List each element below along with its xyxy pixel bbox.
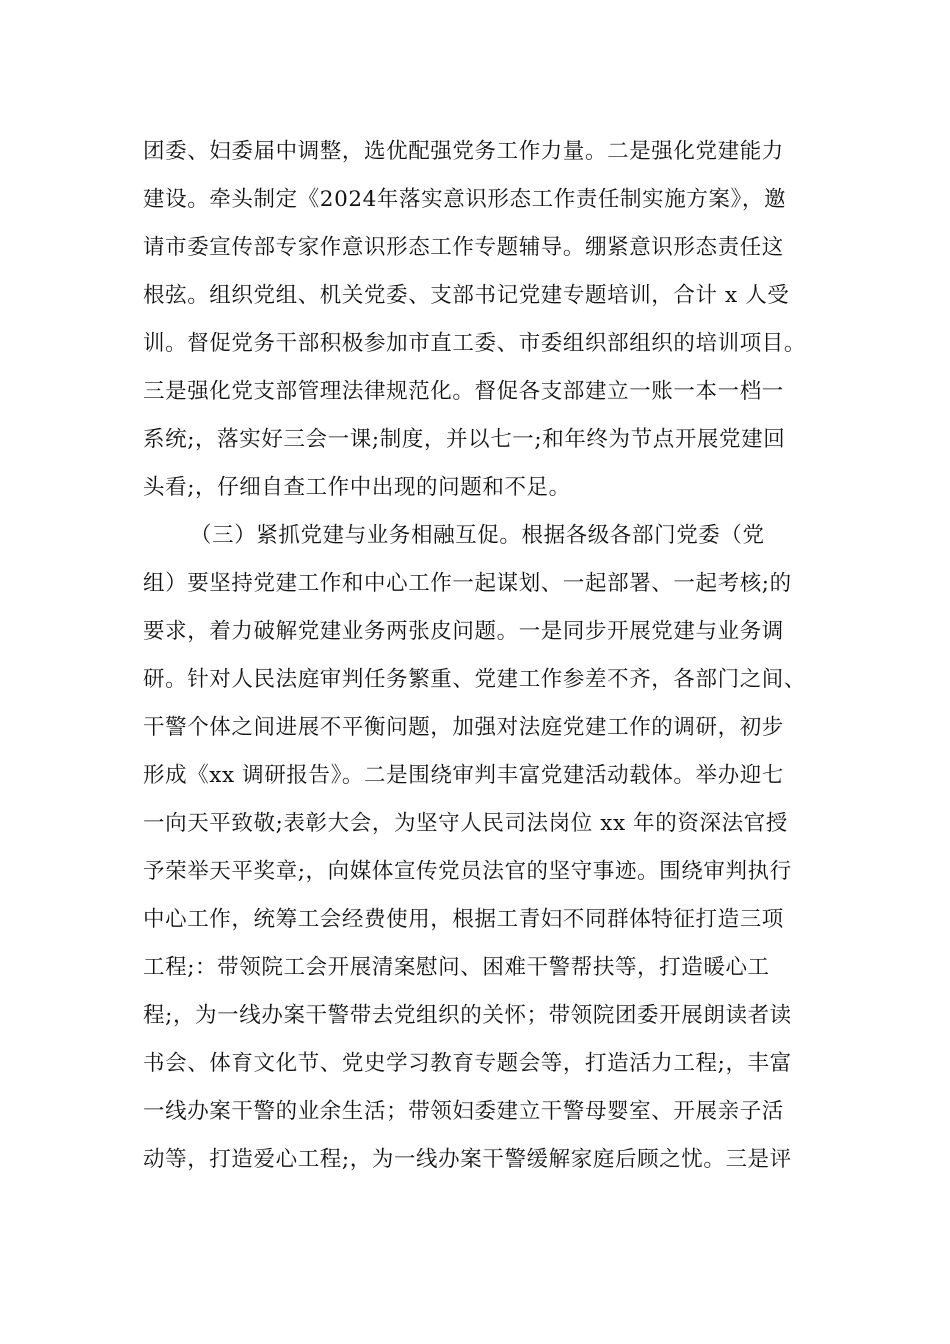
text-line: 请市委宣传部专家作意识形态工作专题辅导。绷紧意识形态责任这 bbox=[143, 235, 784, 260]
text-line: 根弦。组织党组、机关党委、支部书记党建专题培训，合计 x 人受 bbox=[143, 283, 790, 308]
text-line: 一向天平致敬;表彰大会，为坚守人民司法岗位 xx 年的资深法官授 bbox=[143, 811, 788, 836]
section-heading-line: （三）紧抓党建与业务相融互促。根据各级各部门党委（党 bbox=[190, 523, 765, 548]
text-line: 程;，为一线办案干警带去党组织的关怀；带领院团委开展朗读者读 bbox=[143, 1003, 792, 1028]
text-line: 工程;：带领院工会开展清案慰问、困难干警帮扶等，打造暖心工 bbox=[143, 955, 770, 980]
text-line: 系统;，落实好三会一课;制度，并以七一;和年终为节点开展党建回 bbox=[143, 427, 786, 452]
text-line: 头看;，仔细自查工作中出现的问题和不足。 bbox=[143, 475, 571, 500]
text-line: 一线办案干警的业余生活；带领妇委建立干警母婴室、开展亲子活 bbox=[143, 1099, 784, 1124]
text-line: 研。针对人民法庭审判任务繁重、党建工作参差不齐，各部门之间、 bbox=[143, 667, 807, 692]
text-line: 干警个体之间进展不平衡问题，加强对法庭党建工作的调研，初步 bbox=[143, 715, 784, 740]
text-line: 团委、妇委届中调整，选优配强党务工作力量。二是强化党建能力 bbox=[143, 139, 784, 164]
text-line: 建设。牵头制定《2024年落实意识形态工作责任制实施方案》，邀 bbox=[143, 187, 787, 212]
text-line: 动等，打造爱心工程;，为一线办案干警缓解家庭后顾之忧。三是评 bbox=[143, 1147, 792, 1172]
text-line: 中心工作，统筹工会经费使用，根据工青妇不同群体特征打造三项 bbox=[143, 907, 784, 932]
text-line: 书会、体育文化节、党史学习教育专题会等，打造活力工程;，丰富 bbox=[143, 1051, 792, 1076]
text-line: 三是强化党支部管理法律规范化。督促各支部建立一账一本一档一 bbox=[143, 379, 784, 404]
text-line: 予荣举天平奖章;，向媒体宣传党员法官的坚守事迹。围绕审判执行 bbox=[143, 859, 792, 884]
text-line: 训。督促党务干部积极参加市直工委、市委组织部组织的培训项目。 bbox=[143, 331, 807, 356]
text-line: 要求，着力破解党建业务两张皮问题。一是同步开展党建与业务调 bbox=[143, 619, 784, 644]
text-line: 形成《xx 调研报告》。二是围绕审判丰富党建活动载体。举办迎七 bbox=[143, 763, 784, 788]
text-line: 组）要坚持党建工作和中心工作一起谋划、一起部署、一起考核;的 bbox=[143, 571, 792, 596]
